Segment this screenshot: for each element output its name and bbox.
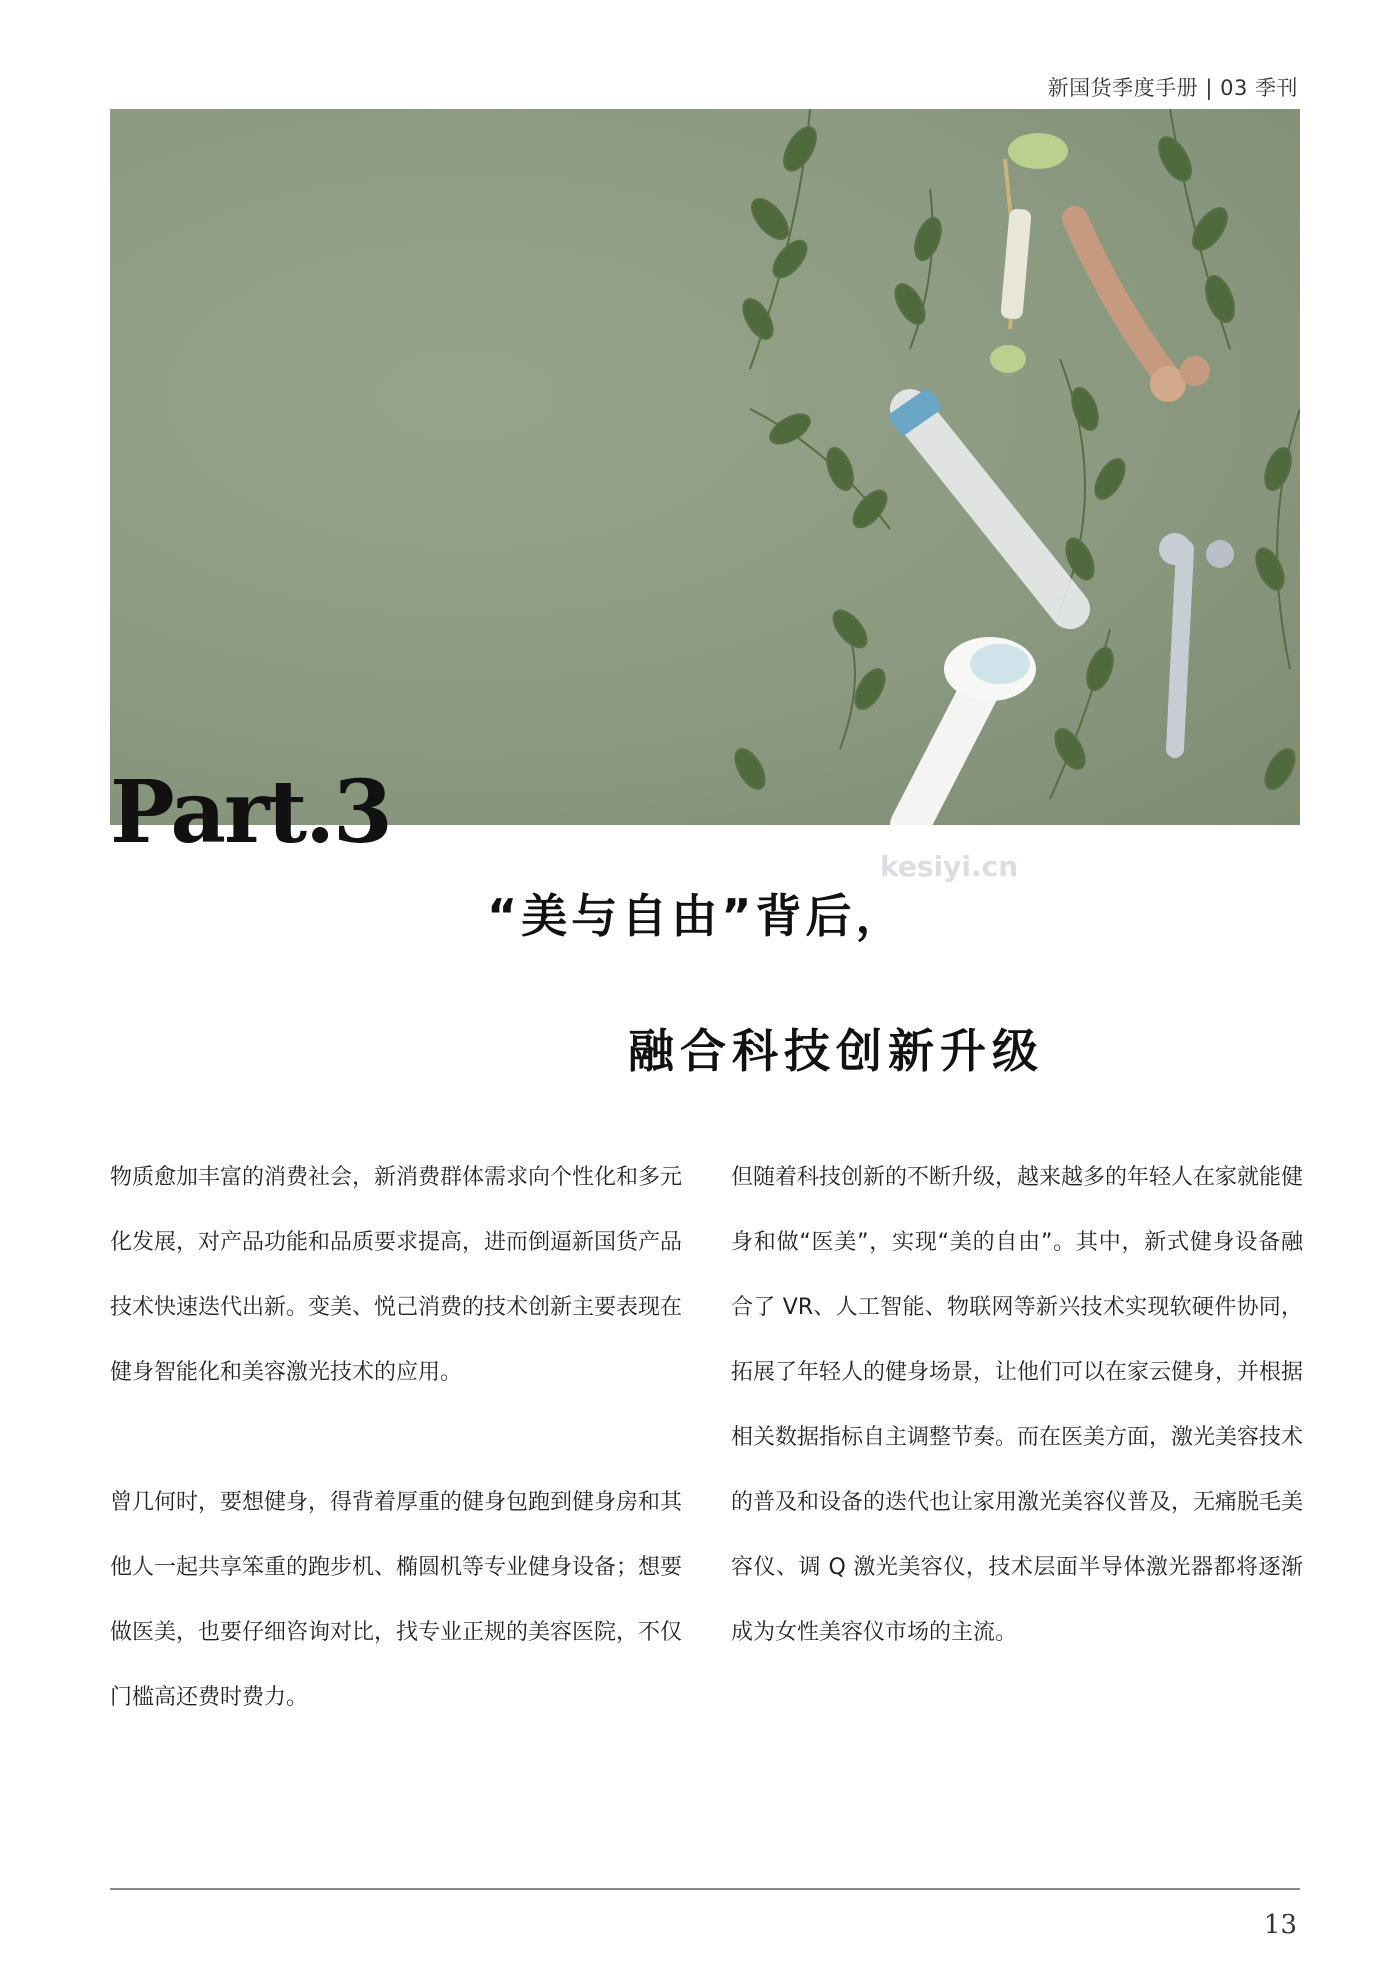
- headline-line-2: 融合科技创新升级: [628, 1024, 1044, 1078]
- jade-roller: [990, 133, 1068, 373]
- headline-line-1: “美与自由”背后，: [487, 889, 906, 943]
- rose-gold-roller: [1075, 219, 1210, 402]
- part-label: Part.3: [110, 762, 391, 863]
- page-number: 13: [1263, 1910, 1297, 1940]
- page-header: 新国货季度手册 | 03 季刊: [1047, 76, 1298, 100]
- cleansing-brush: [910, 637, 1036, 825]
- hero-image: [110, 109, 1300, 825]
- body-column-right: [731, 1145, 1303, 1665]
- watermark: kesiyi.cn: [880, 850, 1019, 883]
- paragraph: 曾几何时，要想健身，得背着厚重的健身包跑到健身房和其他人一起共享笨重的跑步机、椭圆机等专业健身设备；想要做医美，也要仔细咨询对比，找专业正规的美容医院，不仅门槛高还费时费力。: [110, 1490, 683, 1710]
- silver-massager: [1159, 533, 1234, 749]
- body-column-left: [110, 1145, 682, 1730]
- beauty-tools-illustration: [110, 109, 1300, 825]
- paragraph: 但随着科技创新的不断升级，越来越多的年轻人在家就能健身和做“医美”，实现“美的自由”。其中，新式健身设备融合了 VR、人工智能、物联网等新兴技术实现软硬件协同，拓展了年轻人的健身场景，让他们可以在家云健身，并根据相关数据指标自主调整节奏。而在医美方面，激光美容技术的普及和设备的迭代也让家用激光美容仪普及，无痛脱毛美容仪、调 Q 激光美容仪，技术层面半导体激光器都将逐渐成为女性美容仪市场的主流。: [731, 1165, 1304, 1645]
- paragraph: 物质愈加丰富的消费社会，新消费群体需求向个性化和多元化发展，对产品功能和品质要求提高，进而倒逼新国货产品技术快速迭代出新。变美、悦己消费的技术创新主要表现在健身智能化和美容激光技术的应用。: [110, 1165, 683, 1385]
- footer-divider: [110, 1888, 1300, 1890]
- derma-roller: [887, 387, 1070, 609]
